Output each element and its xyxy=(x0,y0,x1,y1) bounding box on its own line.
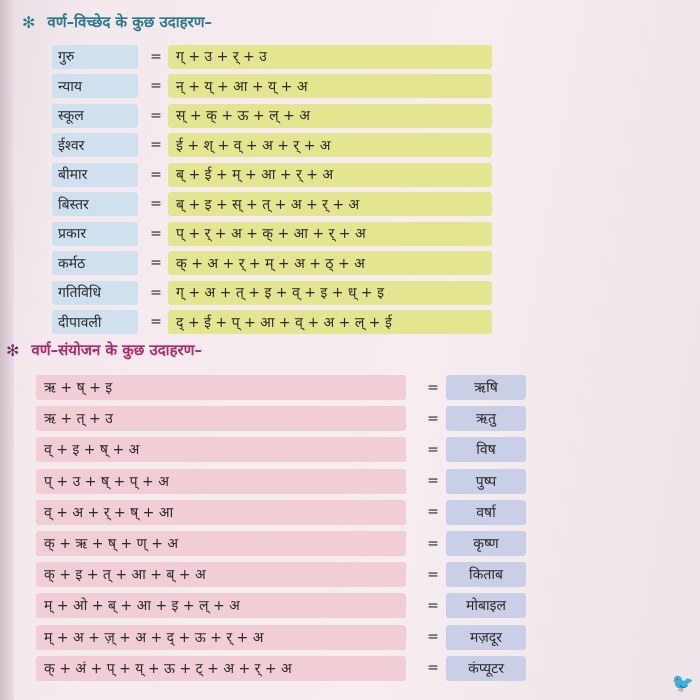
equals-sign: = xyxy=(427,473,439,490)
result-word-cell: कंप्यूटर xyxy=(446,656,526,681)
breakdown-cell: न् + य् + आ + य् + अ xyxy=(168,74,492,98)
equals-sign: = xyxy=(427,441,439,458)
equals-sign: = xyxy=(427,535,439,552)
letters-cell: प् + उ + ष् + प् + अ xyxy=(36,469,406,494)
breakdown-cell: ई + श् + व् + अ + र् + अ xyxy=(168,133,492,157)
breakdown-cell: प् + र् + अ + क् + आ + र् + अ xyxy=(168,222,492,246)
result-word-cell: पुष्प xyxy=(446,469,526,494)
letters-cell: ऋ + त् + उ xyxy=(36,406,406,431)
sanyojan-row xyxy=(36,403,526,434)
sanyojan-row xyxy=(36,590,526,621)
result-word-cell: किताब xyxy=(446,562,526,587)
section2-title: वर्ण–संयोजन के कुछ उदाहरण– xyxy=(31,341,203,359)
equals-sign: = xyxy=(150,107,162,124)
vichchhed-row xyxy=(52,249,492,279)
word-cell: ईश्वर xyxy=(52,133,138,157)
letters-cell: व् + अ + र् + ष् + आ xyxy=(36,500,406,525)
breakdown-cell: क् + अ + र् + म् + अ + ठ् + अ xyxy=(168,251,492,275)
equals-sign: = xyxy=(150,137,162,154)
result-word-cell: वर्षा xyxy=(446,500,526,525)
equals-sign: = xyxy=(150,166,162,183)
varn-sanyojan-list xyxy=(36,372,526,684)
equals-sign: = xyxy=(150,48,162,65)
vichchhed-row xyxy=(52,131,492,161)
breakdown-cell: ब् + ई + म् + आ + र् + अ xyxy=(168,163,492,187)
equals-sign: = xyxy=(150,78,162,95)
equals-sign: = xyxy=(427,410,439,427)
letters-cell: क् + ऋ + ष् + ण् + अ xyxy=(36,531,406,556)
equals-sign: = xyxy=(427,597,439,614)
sanyojan-row xyxy=(36,466,526,497)
word-cell: बीमार xyxy=(52,163,138,187)
bird-doodle-icon: 🐦 xyxy=(671,673,694,694)
vichchhed-row xyxy=(52,190,492,220)
sanyojan-row xyxy=(36,653,526,684)
bullet-star-icon: ✻ xyxy=(22,12,36,32)
word-cell: कर्मठ xyxy=(52,251,138,275)
sanyojan-row xyxy=(36,622,526,653)
breakdown-cell: स् + क् + ऊ + ल् + अ xyxy=(168,104,492,128)
letters-cell: क् + इ + त् + आ + ब् + अ xyxy=(36,562,406,587)
equals-sign: = xyxy=(427,379,439,396)
sanyojan-row xyxy=(36,559,526,590)
result-word-cell: ऋषि xyxy=(446,375,526,400)
result-word-cell: कृष्ण xyxy=(446,531,526,556)
sanyojan-row xyxy=(36,434,526,465)
word-cell: गतिविधि xyxy=(52,281,138,305)
vichchhed-row xyxy=(52,219,492,249)
letters-cell: ऋ + ष् + इ xyxy=(36,375,406,400)
breakdown-cell: ब् + इ + स् + त् + अ + र् + अ xyxy=(168,192,492,216)
letters-cell: क् + अं + प् + य् + ऊ + ट् + अ + र् + अ xyxy=(36,656,406,681)
equals-sign: = xyxy=(150,196,162,213)
section1-heading xyxy=(22,12,212,32)
vichchhed-row xyxy=(52,101,492,131)
result-word-cell: मोबाइल xyxy=(446,593,526,618)
sanyojan-row xyxy=(36,372,526,403)
equals-sign: = xyxy=(150,284,162,301)
sanyojan-row xyxy=(36,497,526,528)
vichchhed-row xyxy=(52,72,492,102)
letters-cell: म् + ओ + ब् + आ + इ + ल् + अ xyxy=(36,593,406,618)
breakdown-cell: द् + ई + प् + आ + व् + अ + ल् + ई xyxy=(168,310,492,334)
equals-sign: = xyxy=(150,314,162,331)
word-cell: दीपावली xyxy=(52,310,138,334)
sanyojan-row xyxy=(36,528,526,559)
word-cell: गुरु xyxy=(52,45,138,69)
vichchhed-row xyxy=(52,278,492,308)
breakdown-cell: ग् + अ + त् + इ + व् + इ + ध् + इ xyxy=(168,281,492,305)
vichchhed-row xyxy=(52,42,492,72)
word-cell: स्कूल xyxy=(52,104,138,128)
equals-sign: = xyxy=(150,255,162,272)
word-cell: प्रकार xyxy=(52,222,138,246)
word-cell: बिस्तर xyxy=(52,192,138,216)
word-cell: न्याय xyxy=(52,74,138,98)
result-word-cell: मज़दूर xyxy=(446,625,526,650)
letters-cell: व् + इ + ष् + अ xyxy=(36,437,406,462)
section2-heading xyxy=(6,340,202,360)
equals-sign: = xyxy=(427,566,439,583)
result-word-cell: ऋतु xyxy=(446,406,526,431)
breakdown-cell: ग् + उ + र् + उ xyxy=(168,45,492,69)
equals-sign: = xyxy=(427,629,439,646)
vichchhed-row xyxy=(52,308,492,338)
section1-title: वर्ण–विच्छेद के कुछ उदाहरण– xyxy=(47,13,213,31)
result-word-cell: विष xyxy=(446,437,526,462)
vichchhed-row xyxy=(52,160,492,190)
letters-cell: म् + अ + ज़् + अ + द् + ऊ + र् + अ xyxy=(36,625,406,650)
equals-sign: = xyxy=(150,225,162,242)
bullet-star-icon: ✻ xyxy=(6,340,20,360)
equals-sign: = xyxy=(427,660,439,677)
equals-sign: = xyxy=(427,504,439,521)
varn-vichchhed-list xyxy=(52,42,492,337)
